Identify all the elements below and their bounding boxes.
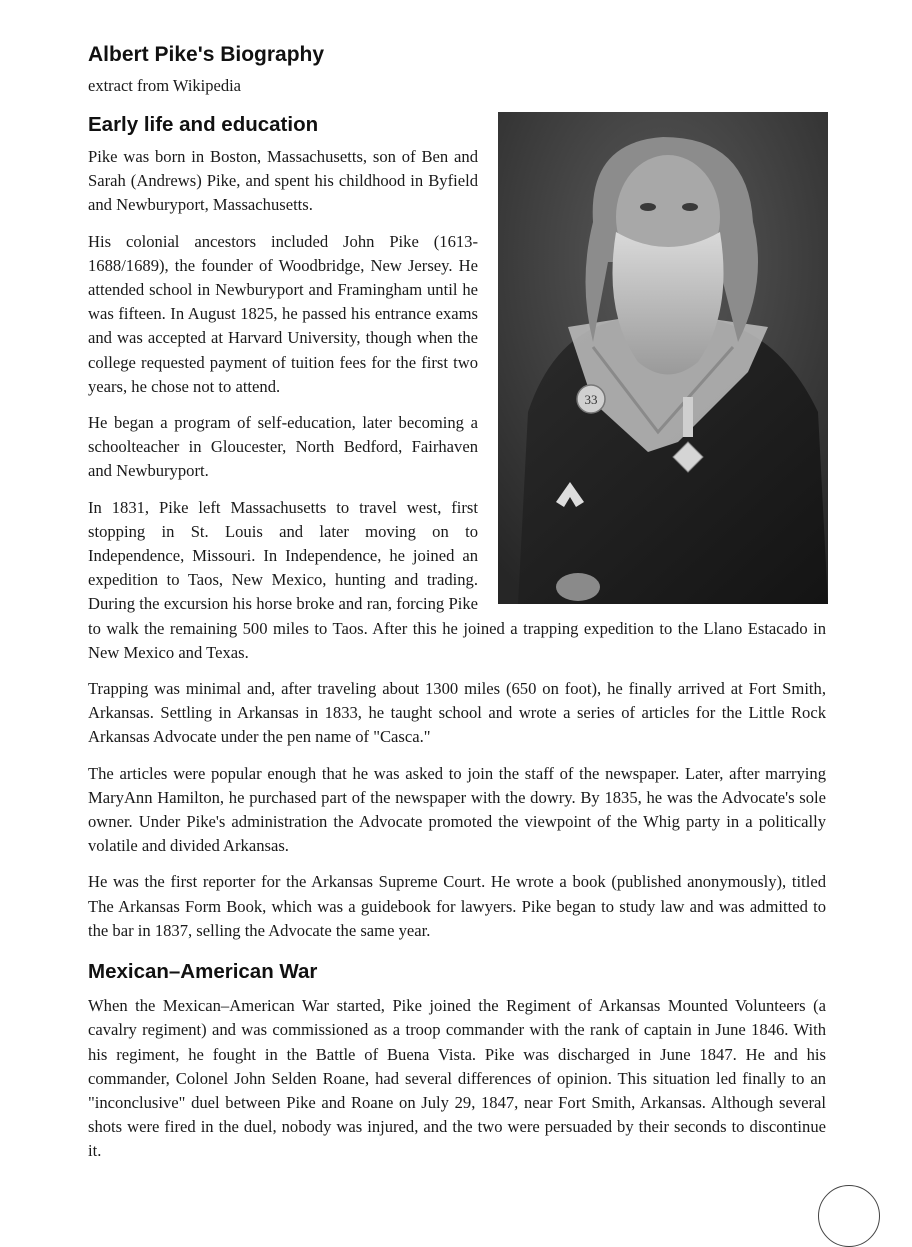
paragraph: Pike was born in Boston, Massachusetts, son of Ben and Sarah (Andrews) Pike, and spent his childhood in Byfield and Newburyport, Massachusetts. [88, 147, 478, 215]
paragraph: His colonial ancestors included John Pike (1613-1688/1689), the founder of Woodbridge, New Jersey. He attended school in Newburyport and Framingham until he was fifteen. In August 1825, he passed his entrance exams and was accepted at Harvard University, though when the college requested payment of tuition fees for the first two years, he chose not to attend. [88, 231, 478, 396]
paragraph: He was the first reporter for the Arkansas Supreme Court. He wrote a book (published anonymously), titled The Arkansas Form Book, which was a guidebook for lawyers. Pike began to study law and was admitted to the bar in 1837, selling the Advocate the same year. [88, 872, 826, 940]
portrait-image [498, 112, 828, 604]
section-heading-early-life: Early life and education [88, 113, 319, 136]
section-heading-mexican-american-war: Mexican–American War [88, 960, 318, 984]
paragraph: He began a program of self-education, later becoming a schoolteacher in Gloucester, North Bedford, Fairhaven and Newburyport. [88, 413, 478, 481]
paragraph: Trapping was minimal and, after traveling about 1300 miles (650 on foot), he finally arrived at Fort Smith, Arkansas. Settling in Arkansas in 1833, he taught school and wrote a series of articles for the Little Rock Arkansas Advocate under the pen name of "Casca." [88, 679, 826, 747]
page-title: Albert Pike's Biography [88, 43, 325, 66]
paragraph: When the Mexican–American War started, Pike joined the Regiment of Arkansas Mounted Volunteers (a cavalry regiment) and was commissioned as a troop commander with the rank of captain in June 1846. With his regiment, he fought in the Battle of Buena Vista. Pike was discharged in June 1847. He and his commander, Colonel John Selden Roane, had several differences of opinion. This situation led finally to an "inconclusive" duel between Pike and Roane on July 29, 1847, near Fort Smith, Arkansas. Although several shots were fired in the duel, nobody was injured, and the two were persuaded by their seconds to discontinue it. [88, 996, 826, 1161]
portrait-photo [498, 112, 828, 604]
paragraph: The articles were popular enough that he was asked to join the staff of the newspaper. Later, after marrying MaryAnn Hamilton, he purchased part of the newspaper with the dowry. By 1835, he was the Advocate's sole owner. Under Pike's administration the Advocate promoted the viewpoint of the Whig party in a politically volatile and divided Arkansas. [88, 763, 826, 856]
paragraph: In 1831, Pike left Massachusetts to travel west, first stopping in St. Louis and later moving on to Independence, Missouri. In Independence, he joined an expedition to Taos, New Mexico, hunting and trading. During the excursion his horse broke and ran, forcing Pike to walk the remaining 500 miles to Taos. After this he joined a trapping expedition to the Llano Estacado in New Mexico and Texas. [88, 497, 826, 662]
collar-badge-text: 33 [584, 392, 598, 407]
page-subtitle: extract from Wikipedia [88, 76, 241, 95]
article [88, 40, 826, 1176]
scroll-to-top-button[interactable] [818, 1185, 880, 1247]
